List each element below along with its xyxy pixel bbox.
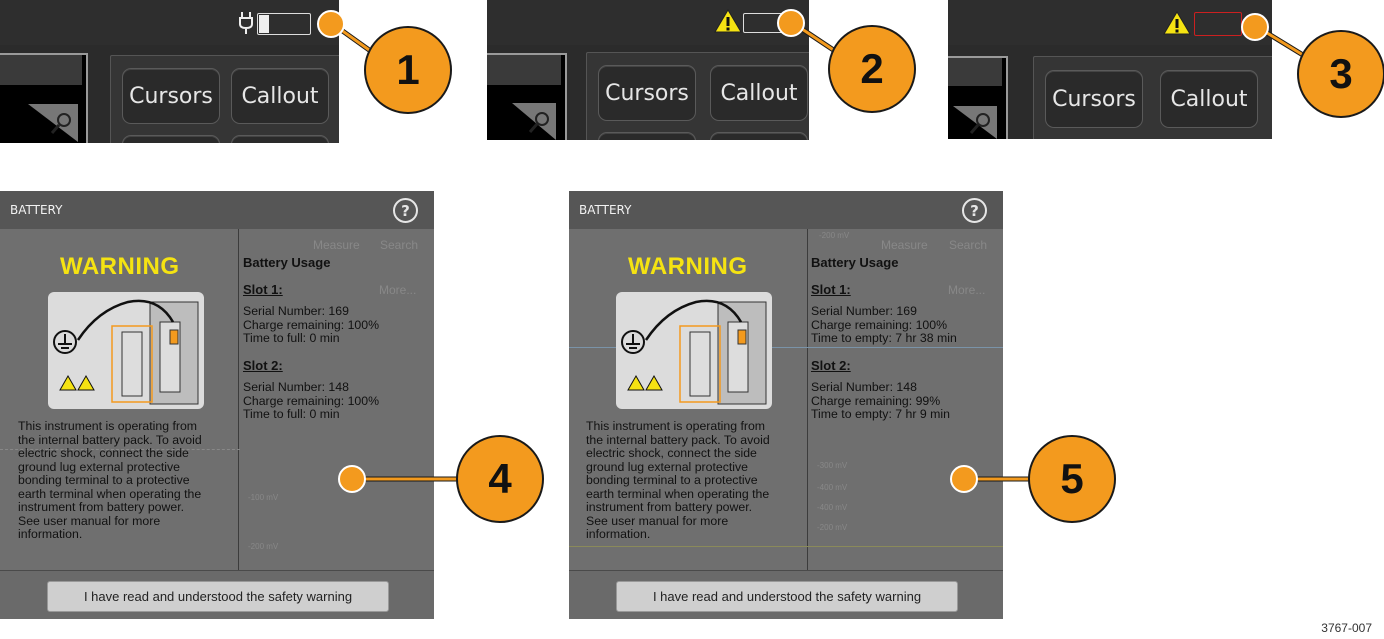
bg-measure-label: Measure: [881, 238, 928, 252]
slot1-charge: Charge remaining: 100%: [811, 317, 948, 332]
acknowledge-button[interactable]: I have read and understood the safety warning: [616, 581, 958, 612]
slot2-charge: Charge remaining: 100%: [243, 393, 380, 408]
slot2-serial: Serial Number: 148: [811, 380, 917, 394]
warning-text: This instrument is operating from the internal battery pack. To avoid electric shock, connect the side ground lug external protective bonding terminal to a protective earth terminal when operating the instrument from battery power. See user manual for more information.: [18, 419, 202, 541]
slot1-serial: Serial Number: 169: [811, 304, 917, 318]
slot1-serial: Serial Number: 169: [243, 304, 349, 318]
bg-mv-label: -300 mV: [817, 461, 848, 470]
bg-more-label: More...: [379, 283, 417, 297]
bg-mv-label: -200 mV: [819, 231, 850, 240]
usage-heading: Battery Usage: [243, 255, 331, 270]
callout-dot-3: [1241, 13, 1269, 41]
slot2-time: Time to full: 0 min: [243, 407, 340, 421]
bg-mv-label: -200 mV: [248, 542, 279, 551]
warning-heading: WARNING: [628, 253, 748, 280]
callout-button[interactable]: Callout: [1160, 70, 1258, 128]
callout-dot-1: [317, 10, 345, 38]
callout-5: 5: [1028, 435, 1116, 523]
slot1-time: Time to empty: 7 hr 38 min: [811, 331, 957, 345]
help-icon[interactable]: ?: [962, 198, 987, 223]
callout-dot-4: [338, 465, 366, 493]
usage-heading: Battery Usage: [811, 255, 899, 270]
dialog-title: BATTERY: [10, 203, 63, 217]
callout-dot-5: [950, 465, 978, 493]
callout-2: 2: [828, 25, 916, 113]
slot2-label: Slot 2:: [243, 357, 283, 373]
callout-button[interactable]: Callout: [710, 65, 808, 121]
bg-search-label: Search: [949, 238, 988, 252]
callout-3: 3: [1297, 30, 1384, 118]
slot1-charge: Charge remaining: 100%: [243, 317, 380, 332]
slot2-serial: Serial Number: 148: [243, 380, 349, 394]
bg-measure-label: Measure: [313, 238, 360, 252]
cursors-button[interactable]: Cursors: [1045, 70, 1143, 128]
slot1-time: Time to full: 0 min: [243, 331, 340, 345]
callout-1: 1: [364, 26, 452, 114]
slot2-time: Time to empty: 7 hr 9 min: [811, 407, 950, 421]
callout-button[interactable]: Callout: [231, 68, 329, 124]
slot1-label: Slot 1:: [811, 281, 851, 297]
bg-search-label: Search: [380, 238, 419, 252]
bg-mv-label: -100 mV: [248, 493, 279, 502]
slot2-label: Slot 2:: [811, 357, 851, 373]
warning-heading: WARNING: [60, 253, 180, 280]
warning-text: This instrument is operating from the internal battery pack. To avoid electric shock, connect the side ground lug external protective bonding terminal to a protective earth terminal when operating the instrument from battery power. See user manual for more information.: [586, 419, 770, 541]
figure-id: 3767-007: [1321, 621, 1372, 635]
acknowledge-button[interactable]: I have read and understood the safety warning: [47, 581, 389, 612]
help-icon[interactable]: ?: [393, 198, 418, 223]
bg-mv-label: -400 mV: [817, 483, 848, 492]
bg-mv-label: -400 mV: [817, 503, 848, 512]
dialog-title: BATTERY: [579, 203, 632, 217]
cursors-button[interactable]: Cursors: [598, 65, 696, 121]
bg-more-label: More...: [948, 283, 986, 297]
bg-mv-label: -200 mV: [817, 523, 848, 532]
slot1-label: Slot 1:: [243, 281, 283, 297]
callout-4: 4: [456, 435, 544, 523]
cursors-button[interactable]: Cursors: [122, 68, 220, 124]
callout-dot-2: [777, 9, 805, 37]
slot2-charge: Charge remaining: 99%: [811, 393, 941, 408]
